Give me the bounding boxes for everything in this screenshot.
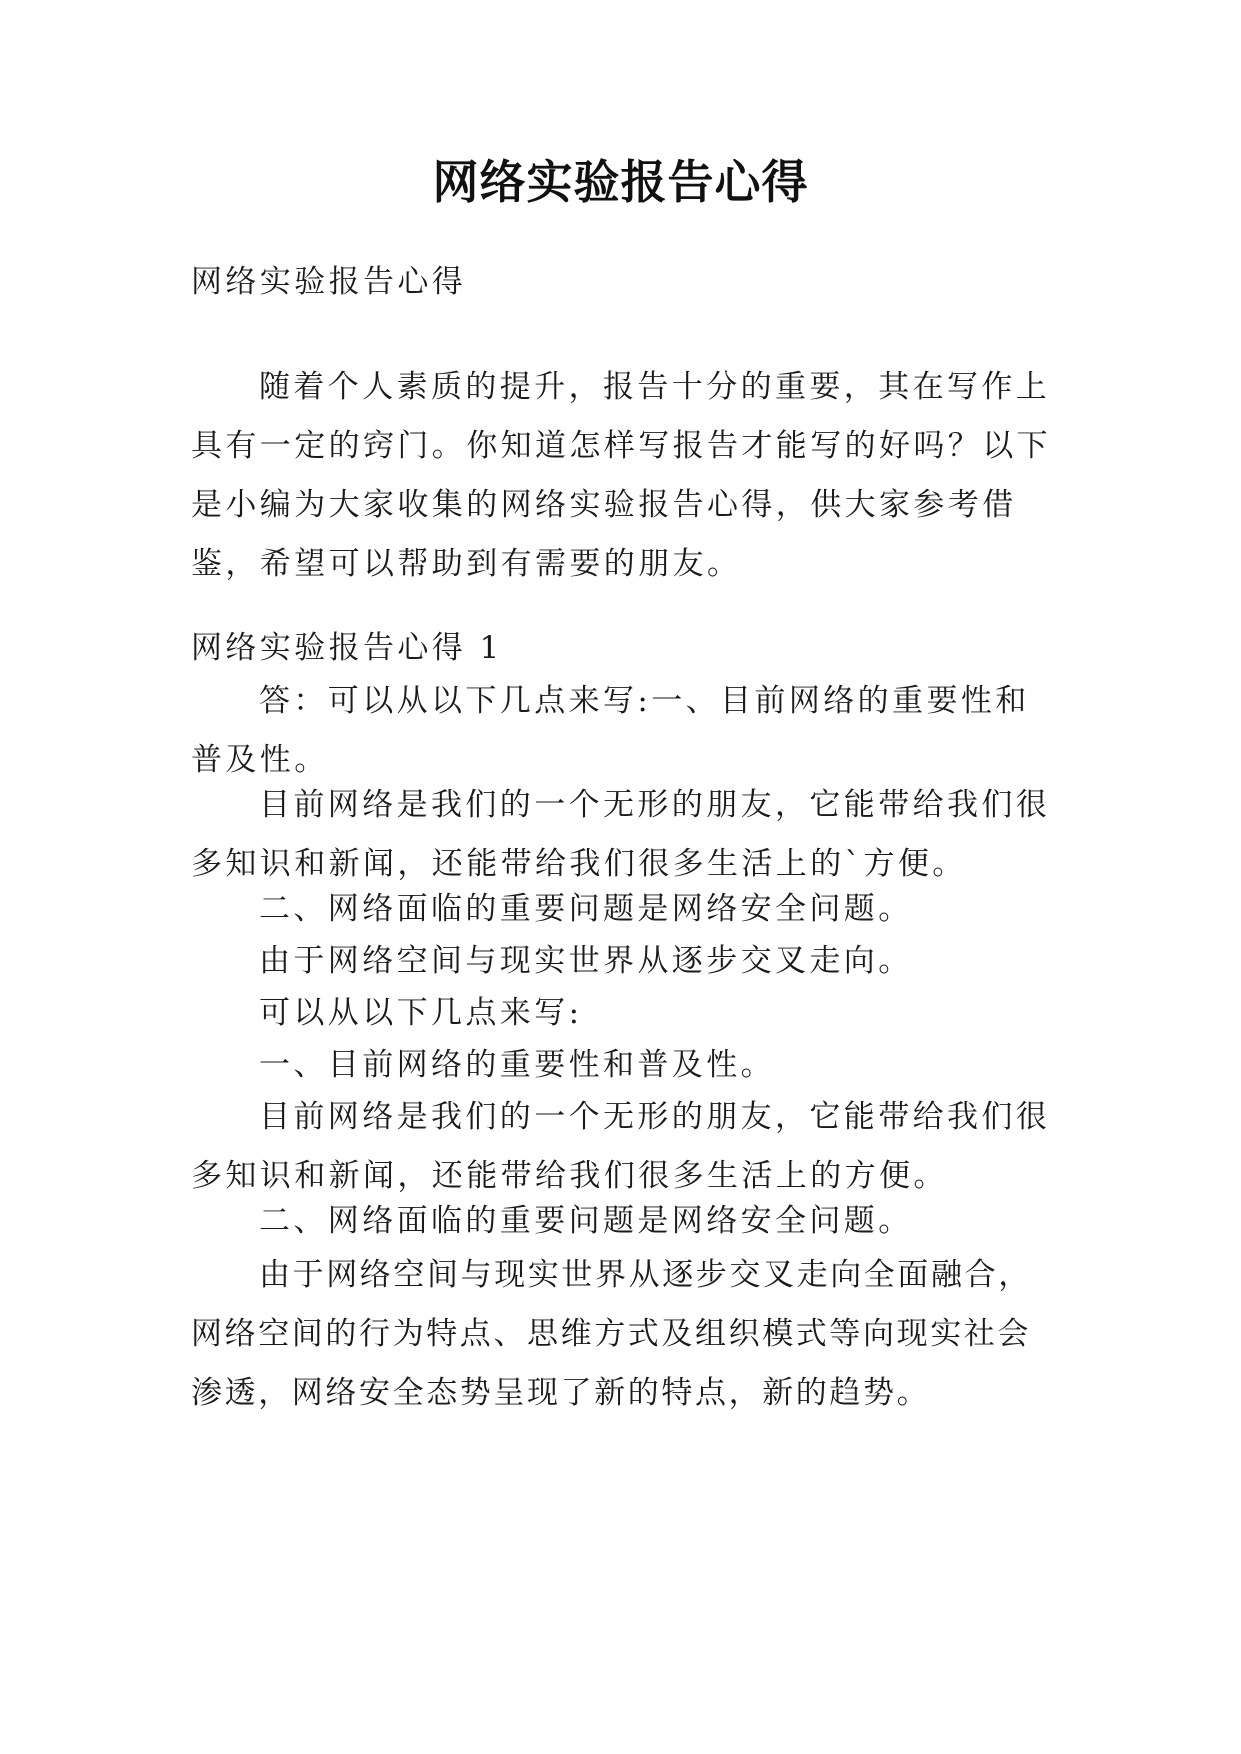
section-heading: 网络实验报告心得 1 bbox=[191, 630, 503, 666]
body-paragraph: 答：可以从以下几点来写:一、目前网络的重要性和普及性。 bbox=[191, 683, 1030, 778]
body-paragraph: 二、网络面临的重要问题是网络安全问题。 bbox=[259, 1203, 913, 1239]
body-paragraph: 可以从以下几点来写: bbox=[259, 995, 583, 1031]
body-paragraph: 一、目前网络的重要性和普及性。 bbox=[259, 1047, 775, 1083]
document-subtitle: 网络实验报告心得 bbox=[191, 264, 467, 300]
document-title: 网络实验报告心得 bbox=[432, 155, 809, 209]
body-paragraph: 二、网络面临的重要问题是网络安全问题。 bbox=[259, 891, 913, 927]
body-paragraph: 由于网络空间与现实世界从逐步交叉走向全面融合，网络空间的行为特点、思维方式及组织模式等向现实社会渗透，网络安全态势呈现了新的特点，新的趋势。 bbox=[191, 1257, 1032, 1411]
body-paragraph: 目前网络是我们的一个无形的朋友，它能带给我们很多知识和新闻，还能带给我们很多生活上的方便。 bbox=[191, 1099, 1051, 1194]
body-paragraph: 目前网络是我们的一个无形的朋友，它能带给我们很多知识和新闻，还能带给我们很多生活上的`方便。 bbox=[191, 787, 1051, 882]
body-paragraph: 由于网络空间与现实世界从逐步交叉走向。 bbox=[259, 943, 913, 979]
intro-paragraph: 随着个人素质的提升，报告十分的重要，其在写作上具有一定的窍门。你知道怎样写报告才能写的好吗？以下是小编为大家收集的网络实验报告心得，供大家参考借鉴，希望可以帮助到有需要的朋友。 bbox=[191, 369, 1051, 582]
